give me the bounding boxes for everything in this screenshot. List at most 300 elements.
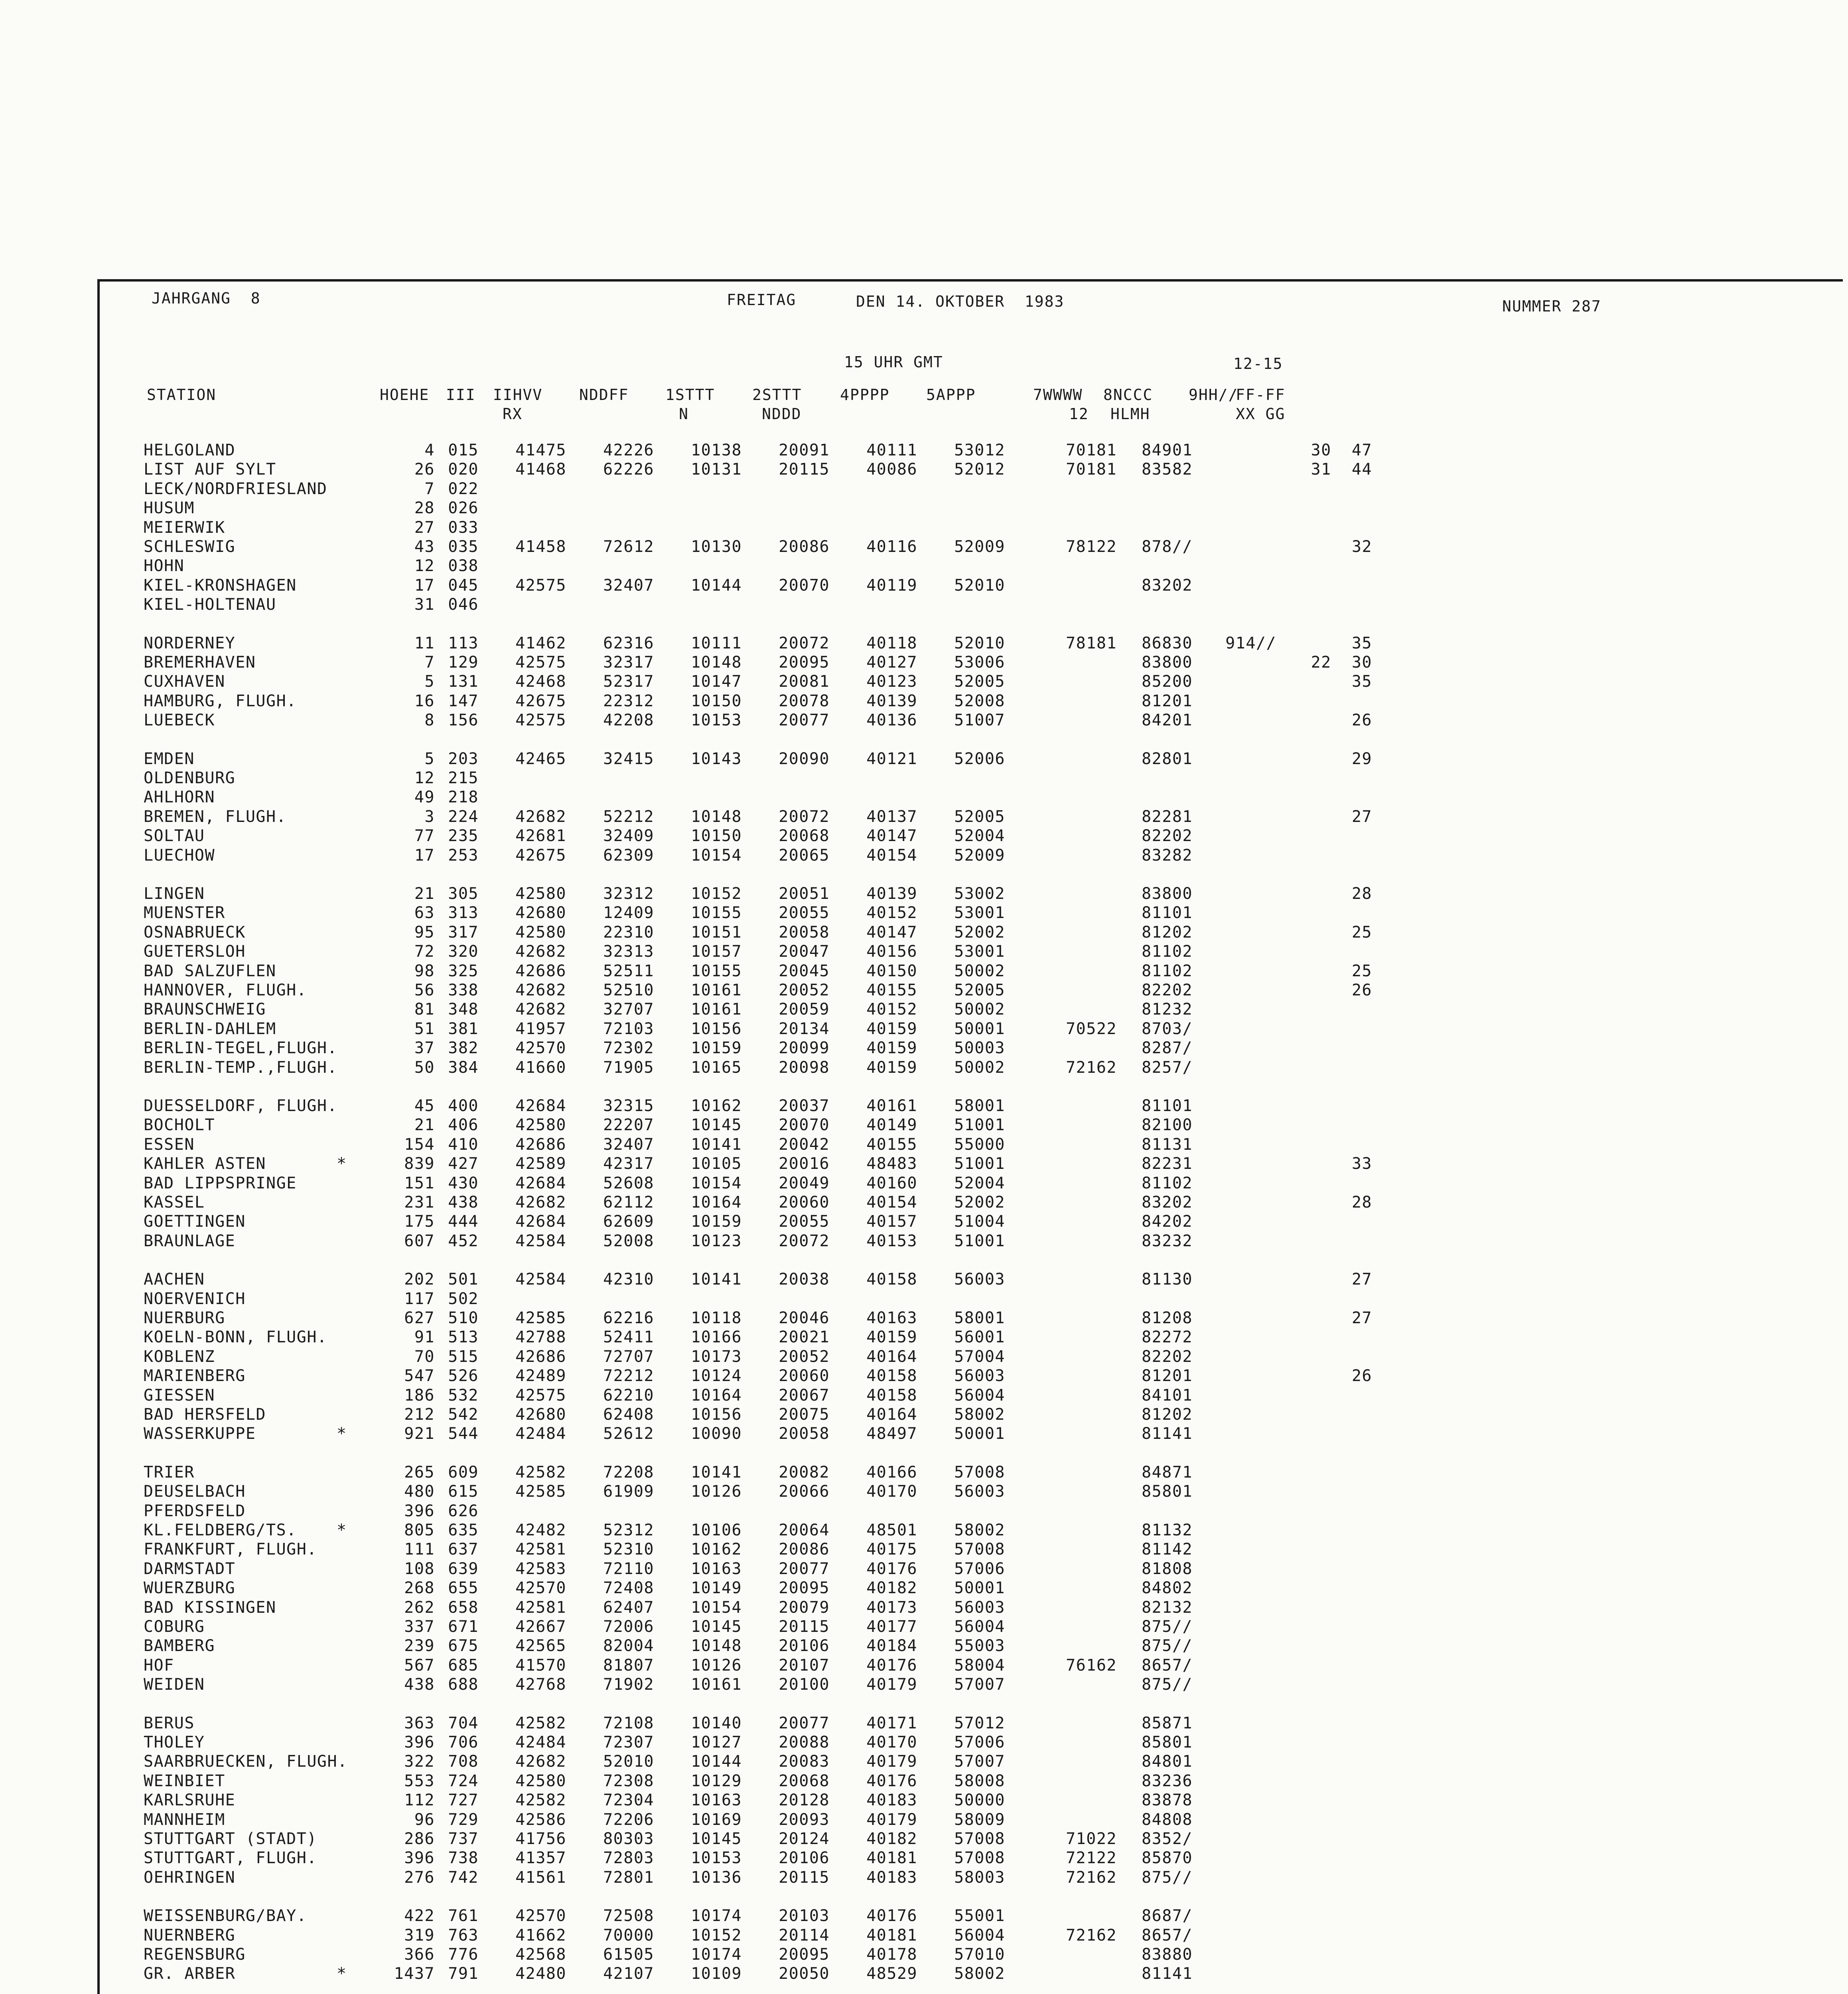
cell-station: WEINBIET: [144, 1771, 225, 1790]
cell-c6: 57012: [954, 1714, 1005, 1732]
cell-c5: 40170: [866, 1482, 917, 1501]
cell-hoehe: 81: [414, 1000, 435, 1019]
cell-c7: 72162: [1066, 1868, 1117, 1887]
cell-c3: 10129: [691, 1771, 742, 1790]
cell-c8: 81101: [1142, 904, 1193, 922]
cell-station: KIEL-KRONSHAGEN: [144, 576, 297, 595]
cell-c5: 40123: [866, 672, 917, 691]
cell-hoehe: 553: [404, 1771, 435, 1790]
cell-c8: 81232: [1142, 1000, 1193, 1019]
col-4pppp: 4PPPP: [840, 386, 890, 404]
cell-c4: 20060: [779, 1367, 830, 1385]
cell-c3: 10118: [691, 1309, 742, 1327]
cell-iii: 020: [448, 460, 479, 479]
cell-iii: 382: [448, 1039, 479, 1058]
cell-c2: 62210: [603, 1386, 654, 1405]
cell-hoehe: 607: [404, 1231, 435, 1250]
cell-c2: 32312: [603, 885, 654, 903]
cell-c8: 84201: [1142, 711, 1193, 730]
cell-c1: 42585: [515, 1482, 566, 1501]
cell-iii: 706: [448, 1733, 479, 1752]
cell-c6: 52008: [954, 692, 1005, 710]
cell-c1: 42667: [515, 1618, 566, 1636]
cell-c8: 81102: [1142, 962, 1193, 980]
cell-c8: 83880: [1142, 1945, 1193, 1964]
cell-c3: 10106: [691, 1521, 742, 1539]
cell-c2: 32315: [603, 1097, 654, 1115]
cell-c2: 80303: [603, 1830, 654, 1848]
cell-station: PFERDSFELD: [144, 1501, 246, 1520]
cell-c10: 35: [1351, 634, 1372, 652]
cell-iii: 022: [448, 479, 479, 498]
cell-c10: 33: [1351, 1155, 1372, 1173]
cell-c1: 42582: [515, 1463, 566, 1482]
cell-c10: 29: [1351, 749, 1372, 768]
cell-c4: 20114: [779, 1926, 830, 1945]
cell-hoehe: 396: [404, 1501, 435, 1520]
cell-iii: 444: [448, 1212, 479, 1231]
cell-station: LECK/NORDFRIESLAND: [144, 479, 327, 498]
cell-c5: 40164: [866, 1405, 917, 1424]
cell-iii: 729: [448, 1810, 479, 1829]
cell-iii: 544: [448, 1425, 479, 1443]
cell-c10: 27: [1351, 1309, 1372, 1327]
cell-station: LUEBECK: [144, 711, 215, 730]
cell-station: NORDERNEY: [144, 634, 236, 652]
cell-c3: 10174: [691, 1945, 742, 1964]
cell-iii: 776: [448, 1945, 479, 1964]
cell-c3: 10165: [691, 1058, 742, 1077]
cell-station: KL.FELDBERG/TS.: [144, 1521, 297, 1539]
cell-c8: 875//: [1142, 1637, 1193, 1655]
cell-c5: 40173: [866, 1598, 917, 1617]
cell-c1: 42580: [515, 1116, 566, 1135]
cell-hoehe: 21: [414, 885, 435, 903]
cell-station: KAHLER ASTEN: [144, 1155, 266, 1173]
cell-c6: 56001: [954, 1328, 1005, 1347]
cell-c2: 72302: [603, 1039, 654, 1058]
cell-station: GIESSEN: [144, 1386, 215, 1405]
cell-c1: 42580: [515, 923, 566, 942]
cell-c4: 20115: [779, 460, 830, 479]
col-station: STATION: [147, 386, 217, 404]
cell-c3: 10140: [691, 1714, 742, 1732]
cell-iii: 615: [448, 1482, 479, 1501]
cell-c3: 10152: [691, 1926, 742, 1945]
cell-station: STUTTGART (STADT): [144, 1830, 317, 1848]
cell-iii: 033: [448, 518, 479, 537]
weekday-label: FREITAG: [727, 291, 797, 309]
cell-c8: 82202: [1142, 1347, 1193, 1366]
cell-station: OSNABRUECK: [144, 923, 246, 942]
cell-c8: 85200: [1142, 672, 1193, 691]
cell-c1: 41561: [515, 1868, 566, 1887]
cell-station: EMDEN: [144, 749, 195, 768]
cell-hoehe: 12: [414, 769, 435, 787]
col-5appp: 5APPP: [926, 386, 976, 404]
cell-c4: 20059: [779, 1000, 830, 1019]
cell-c2: 22312: [603, 692, 654, 710]
cell-c5: 40111: [866, 441, 917, 459]
cell-station: GOETTINGEN: [144, 1212, 246, 1231]
cell-hoehe: 63: [414, 904, 435, 922]
cell-hoehe: 28: [414, 499, 435, 518]
cell-station: BAD KISSINGEN: [144, 1598, 276, 1617]
cell-c8: 875//: [1142, 1618, 1193, 1636]
cell-c3: 10136: [691, 1868, 742, 1887]
cell-hoehe: 322: [404, 1752, 435, 1771]
cell-station: DEUSELBACH: [144, 1482, 246, 1501]
cell-c1: 42482: [515, 1521, 566, 1539]
cell-c4: 20083: [779, 1752, 830, 1771]
cell-c6: 52006: [954, 749, 1005, 768]
cell-c3: 10126: [691, 1482, 742, 1501]
cell-c2: 72308: [603, 1771, 654, 1790]
cell-station: TRIER: [144, 1463, 195, 1482]
cell-c8: 83236: [1142, 1771, 1193, 1790]
cell-c4: 20077: [779, 1714, 830, 1732]
cell-hoehe: 212: [404, 1405, 435, 1424]
cell-c2: 72103: [603, 1019, 654, 1038]
cell-c3: 10164: [691, 1193, 742, 1212]
cell-c1: 42575: [515, 576, 566, 595]
cell-station: THOLEY: [144, 1733, 205, 1752]
cell-c8: 83800: [1142, 653, 1193, 672]
cell-iii: 675: [448, 1637, 479, 1655]
cell-c7: 70181: [1066, 460, 1117, 479]
cell-c3: 10156: [691, 1019, 742, 1038]
cell-c2: 62226: [603, 460, 654, 479]
cell-hoehe: 108: [404, 1559, 435, 1578]
cell-hoehe: 17: [414, 576, 435, 595]
cell-station: HAMBURG, FLUGH.: [144, 692, 297, 710]
cell-c5: 40184: [866, 1637, 917, 1655]
cell-c5: 40155: [866, 1135, 917, 1154]
cell-c1: 42568: [515, 1945, 566, 1964]
cell-hoehe: 805: [404, 1521, 435, 1539]
cell-c5: 40182: [866, 1830, 917, 1848]
cell-c8: 83582: [1142, 460, 1193, 479]
cell-c1: 42570: [515, 1907, 566, 1925]
cell-c6: 50001: [954, 1019, 1005, 1038]
cell-c6: 50000: [954, 1791, 1005, 1810]
cell-c7: 76162: [1066, 1656, 1117, 1675]
cell-c6: 50002: [954, 1000, 1005, 1019]
cell-c3: 10154: [691, 1598, 742, 1617]
cell-c5: 40149: [866, 1116, 917, 1135]
cell-c5: 40159: [866, 1039, 917, 1058]
col-iihvv-sub: RX: [503, 405, 523, 423]
cell-c4: 20070: [779, 576, 830, 595]
cell-c5: 48483: [866, 1155, 917, 1173]
cell-c7: 70181: [1066, 441, 1117, 459]
cell-c5: 40179: [866, 1752, 917, 1771]
cell-c1: 42768: [515, 1675, 566, 1694]
cell-c2: 32409: [603, 827, 654, 845]
cell-c2: 72110: [603, 1559, 654, 1578]
cell-c4: 20058: [779, 1425, 830, 1443]
cell-station: BERLIN-DAHLEM: [144, 1019, 276, 1038]
cell-c1: 42583: [515, 1559, 566, 1578]
cell-c4: 20042: [779, 1135, 830, 1154]
cell-c8: 875//: [1142, 1868, 1193, 1887]
cell-c1: 42686: [515, 1135, 566, 1154]
col-1sttt: 1STTT: [665, 386, 715, 404]
cell-c4: 20050: [779, 1964, 830, 1983]
cell-c1: 42484: [515, 1733, 566, 1752]
cell-hoehe: 276: [404, 1868, 435, 1887]
cell-hoehe: 627: [404, 1309, 435, 1327]
cell-c8: 81201: [1142, 1367, 1193, 1385]
cell-c3: 10149: [691, 1579, 742, 1598]
cell-c2: 81807: [603, 1656, 654, 1675]
cell-c3: 10156: [691, 1405, 742, 1424]
cell-station: COBURG: [144, 1618, 205, 1636]
cell-c5: 48497: [866, 1425, 917, 1443]
cell-c5: 40116: [866, 538, 917, 556]
cell-c4: 20103: [779, 1907, 830, 1925]
cell-c3: 10161: [691, 1675, 742, 1694]
cell-c8: 86830: [1142, 634, 1193, 652]
cell-c8: 83800: [1142, 885, 1193, 903]
cell-hoehe: 239: [404, 1637, 435, 1655]
cell-hoehe: 43: [414, 538, 435, 556]
cell-c8: 83202: [1142, 1193, 1193, 1212]
cell-c5: 48529: [866, 1964, 917, 1983]
cell-c2: 22207: [603, 1116, 654, 1135]
cell-c1: 42682: [515, 807, 566, 826]
cell-c1: 41458: [515, 538, 566, 556]
cell-iii: 791: [448, 1964, 479, 1983]
cell-c6: 52010: [954, 576, 1005, 595]
cell-c6: 57006: [954, 1733, 1005, 1752]
cell-c2: 42226: [603, 441, 654, 459]
cell-c6: 53012: [954, 441, 1005, 459]
cell-iii: 305: [448, 885, 479, 903]
cell-c5: 40121: [866, 749, 917, 768]
cell-c4: 20037: [779, 1097, 830, 1115]
cell-c1: 42575: [515, 653, 566, 672]
cell-c7: 72162: [1066, 1926, 1117, 1945]
cell-station: DARMSTADT: [144, 1559, 236, 1578]
cell-c2: 72801: [603, 1868, 654, 1887]
cell-iii: 203: [448, 749, 479, 768]
cell-c6: 50002: [954, 1058, 1005, 1077]
cell-c8: 83282: [1142, 846, 1193, 865]
cell-station: NUERBURG: [144, 1309, 225, 1327]
period-label: 12-15: [1233, 355, 1283, 372]
cell-hoehe: 154: [404, 1135, 435, 1154]
cell-hoehe: 111: [404, 1540, 435, 1559]
cell-iii: 035: [448, 538, 479, 556]
cell-c2: 52010: [603, 1752, 654, 1771]
cell-c9: 914//: [1225, 634, 1276, 652]
cell-station: AHLHORN: [144, 788, 215, 807]
cell-c6: 58002: [954, 1405, 1005, 1424]
cell-c2: 52008: [603, 1231, 654, 1250]
cell-c3: 10141: [691, 1270, 742, 1289]
cell-c3: 10151: [691, 923, 742, 942]
cell-c6: 52009: [954, 538, 1005, 556]
cell-c3: 10153: [691, 711, 742, 730]
cell-c4: 20093: [779, 1810, 830, 1829]
cell-c10: 26: [1351, 711, 1372, 730]
cell-hoehe: 839: [404, 1155, 435, 1173]
cell-c5: 40147: [866, 827, 917, 845]
cell-hoehe: 265: [404, 1463, 435, 1482]
cell-iii: 727: [448, 1791, 479, 1810]
cell-c10: 22 30: [1311, 653, 1372, 672]
cell-iii: 763: [448, 1926, 479, 1945]
cell-c5: 40127: [866, 653, 917, 672]
cell-c5: 40137: [866, 807, 917, 826]
cell-c4: 20095: [779, 1579, 830, 1598]
cell-c10: 25: [1351, 923, 1372, 942]
cell-c3: 10130: [691, 538, 742, 556]
cell-c2: 42310: [603, 1270, 654, 1289]
cell-c1: 42580: [515, 885, 566, 903]
cell-c1: 42489: [515, 1367, 566, 1385]
cell-c6: 57008: [954, 1830, 1005, 1848]
cell-station: ESSEN: [144, 1135, 195, 1154]
cell-c5: 40171: [866, 1714, 917, 1732]
cell-iii: 038: [448, 557, 479, 575]
cell-station: BAMBERG: [144, 1637, 215, 1655]
cell-station: BAD SALZUFLEN: [144, 962, 276, 980]
cell-c6: 56004: [954, 1618, 1005, 1636]
cell-c3: 10153: [691, 1849, 742, 1868]
cell-c2: 52411: [603, 1328, 654, 1347]
cell-c4: 20016: [779, 1155, 830, 1173]
col-iihvv: IIHVV: [493, 386, 543, 404]
cell-iii: 542: [448, 1405, 479, 1424]
cell-c5: 40182: [866, 1579, 917, 1598]
cell-hoehe: 26: [414, 460, 435, 479]
cell-c10: 27: [1351, 807, 1372, 826]
cell-station: LINGEN: [144, 885, 205, 903]
cell-c1: 42686: [515, 1347, 566, 1366]
cell-c1: 42586: [515, 1810, 566, 1829]
cell-iii: 635: [448, 1521, 479, 1539]
cell-hoehe: 91: [414, 1328, 435, 1347]
cell-c5: 40170: [866, 1733, 917, 1752]
cell-c1: 41756: [515, 1830, 566, 1848]
cell-c7: 70522: [1066, 1019, 1117, 1038]
col-7wwww: 7WWWW: [1033, 386, 1083, 404]
cell-c3: 10105: [691, 1155, 742, 1173]
cell-c4: 20077: [779, 1559, 830, 1578]
cell-c10: 30 47: [1311, 441, 1372, 459]
cell-c8: 81201: [1142, 692, 1193, 710]
cell-c6: 53001: [954, 942, 1005, 961]
cell-hoehe: 98: [414, 962, 435, 980]
cell-hoehe: 5: [424, 672, 435, 691]
cell-c1: 41357: [515, 1849, 566, 1868]
cell-hoehe: 17: [414, 846, 435, 865]
cell-station: WUERZBURG: [144, 1579, 236, 1598]
cell-c4: 20098: [779, 1058, 830, 1077]
cell-hoehe: 8: [424, 711, 435, 730]
col-8nccc: 8NCCC: [1103, 386, 1153, 404]
cell-hoehe: 3: [424, 807, 435, 826]
cell-c5: 40176: [866, 1656, 917, 1675]
cell-c3: 10155: [691, 904, 742, 922]
cell-station: KOBLENZ: [144, 1347, 215, 1366]
cell-hoehe: 262: [404, 1598, 435, 1617]
col-ff: FF-FF: [1236, 386, 1286, 404]
cell-hoehe: 319: [404, 1926, 435, 1945]
cell-c7: 78181: [1066, 634, 1117, 652]
cell-c4: 20072: [779, 1231, 830, 1250]
cell-hoehe: 202: [404, 1270, 435, 1289]
cell-c6: 52004: [954, 1174, 1005, 1192]
cell-c2: 72408: [603, 1579, 654, 1598]
cell-iii: 338: [448, 981, 479, 999]
cell-station: BERLIN-TEMP.,FLUGH.: [144, 1058, 338, 1077]
cell-station: SAARBRUECKEN, FLUGH.: [144, 1752, 348, 1771]
cell-c3: 10127: [691, 1733, 742, 1752]
col-1sttt-sub: N: [679, 405, 689, 423]
cell-iii: 639: [448, 1559, 479, 1578]
cell-c4: 20065: [779, 846, 830, 865]
cell-c8: 85871: [1142, 1714, 1193, 1732]
cell-c5: 40152: [866, 904, 917, 922]
date-label: DEN 14. OKTOBER 1983: [856, 293, 1065, 310]
cell-station: HUSUM: [144, 499, 195, 518]
cell-c8: 83878: [1142, 1791, 1193, 1810]
cell-c3: 10147: [691, 672, 742, 691]
cell-c6: 58002: [954, 1964, 1005, 1983]
cell-c4: 20021: [779, 1328, 830, 1347]
cell-iii: 131: [448, 672, 479, 691]
cell-hoehe: 7: [424, 479, 435, 498]
cell-hoehe: 396: [404, 1849, 435, 1868]
cell-c2: 52317: [603, 672, 654, 691]
cell-c8: 81141: [1142, 1425, 1193, 1443]
table-frame: [97, 279, 1843, 1994]
cell-c8: 85870: [1142, 1849, 1193, 1868]
cell-station: AACHEN: [144, 1270, 205, 1289]
cell-c6: 52004: [954, 827, 1005, 845]
cell-iii: 438: [448, 1193, 479, 1212]
cell-c1: 42582: [515, 1791, 566, 1810]
cell-hoehe: 921: [404, 1425, 435, 1443]
cell-c5: 40136: [866, 711, 917, 730]
cell-c2: 72304: [603, 1791, 654, 1810]
cell-iii: 724: [448, 1771, 479, 1790]
cell-iii: 113: [448, 634, 479, 652]
cell-c1: 42570: [515, 1039, 566, 1058]
cell-c1: 42682: [515, 1752, 566, 1771]
cell-c8: 82801: [1142, 749, 1193, 768]
cell-iii: 015: [448, 441, 479, 459]
cell-c3: 10126: [691, 1656, 742, 1675]
cell-hoehe: 151: [404, 1174, 435, 1192]
cell-c6: 58001: [954, 1097, 1005, 1115]
cell-iii: 626: [448, 1501, 479, 1520]
cell-c8: 878//: [1142, 538, 1193, 556]
cell-c1: 42686: [515, 962, 566, 980]
cell-c8: 84101: [1142, 1386, 1193, 1405]
cell-c3: 10173: [691, 1347, 742, 1366]
cell-station: FRANKFURT, FLUGH.: [144, 1540, 317, 1559]
cell-iii: 224: [448, 807, 479, 826]
cell-c3: 10166: [691, 1328, 742, 1347]
cell-c3: 10161: [691, 981, 742, 999]
cell-c1: 41570: [515, 1656, 566, 1675]
jahrgang-label: JAHRGANG 8: [152, 290, 261, 307]
cell-c8: 8257/: [1142, 1058, 1193, 1077]
